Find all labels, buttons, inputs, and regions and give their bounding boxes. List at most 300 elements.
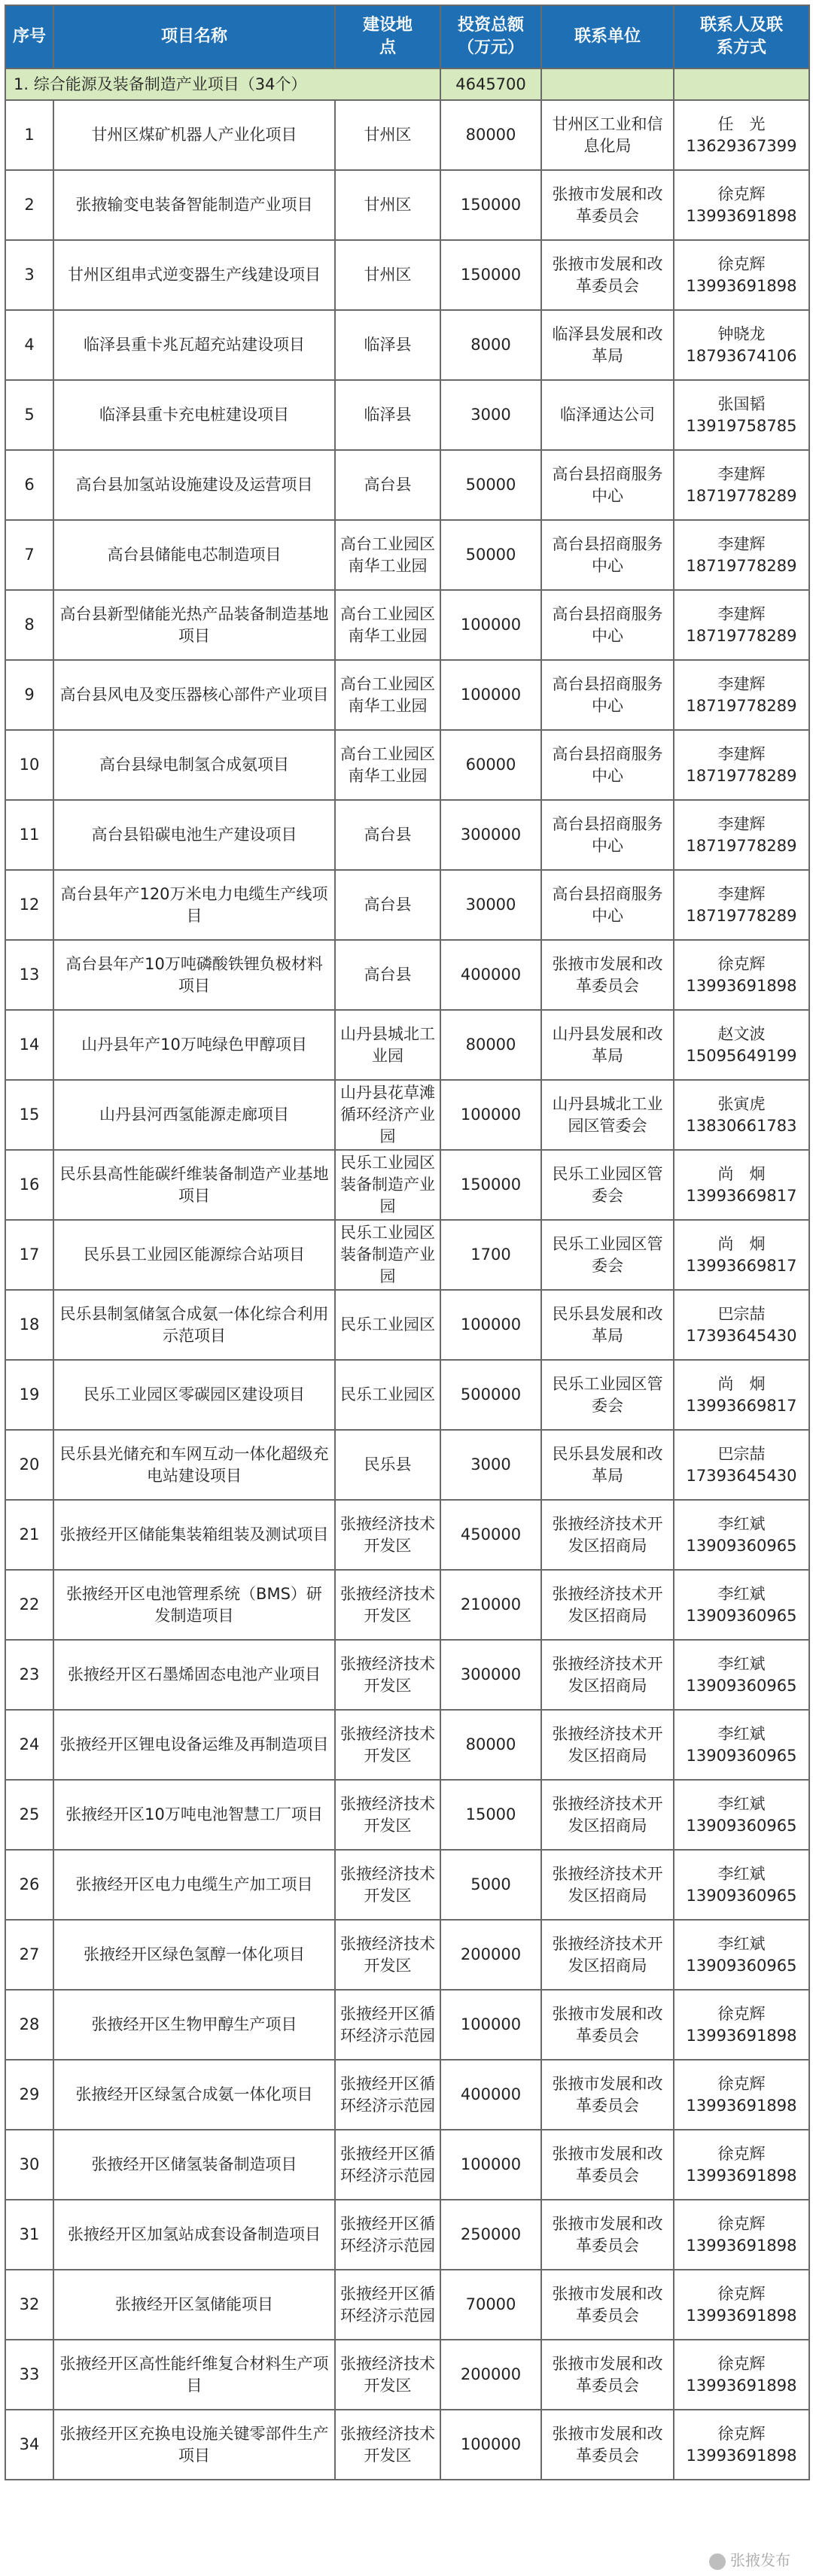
table-row	[5, 800, 809, 870]
contact-info	[674, 2130, 809, 2200]
row-no: 14	[5, 1010, 53, 1080]
contact-unit: 高台县招商服务中心	[541, 590, 674, 660]
contact-info	[674, 1290, 809, 1360]
contact-person: 李红斌	[717, 1794, 766, 1813]
contact-person: 尚 炯	[717, 1164, 766, 1183]
contact-unit: 高台县招商服务中心	[541, 450, 674, 520]
contact-info	[674, 310, 809, 380]
project-investment: 100000	[440, 2410, 541, 2480]
table-row	[5, 870, 809, 940]
project-investment: 60000	[440, 730, 541, 800]
contact-phone: 13909360965	[686, 1676, 797, 1695]
project-location: 张掖经开区循环经济示范园	[335, 1990, 440, 2060]
project-name: 民乐县工业园区能源综合站项目	[53, 1220, 335, 1290]
project-investment: 400000	[440, 940, 541, 1010]
contact-info	[674, 1920, 809, 1990]
project-investment: 150000	[440, 170, 541, 240]
row-no: 4	[5, 310, 53, 380]
contact-info	[674, 1220, 809, 1290]
contact-phone: 18719778289	[686, 626, 797, 645]
row-no: 33	[5, 2340, 53, 2410]
header-name: 项目名称	[53, 5, 335, 68]
contact-person: 钟晓龙	[717, 324, 766, 343]
contact-unit: 张掖经济技术开发区招商局	[541, 1920, 674, 1990]
contact-person: 徐克辉	[717, 2284, 766, 2303]
row-no: 5	[5, 380, 53, 450]
row-no: 2	[5, 170, 53, 240]
contact-unit: 张掖市发展和改革委员会	[541, 2340, 674, 2410]
project-location: 高台县	[335, 870, 440, 940]
contact-phone: 13993691898	[686, 2026, 797, 2045]
contact-info	[674, 1360, 809, 1430]
contact-info	[674, 1500, 809, 1570]
contact-info	[674, 1780, 809, 1850]
table-row	[5, 100, 809, 170]
project-name: 张掖经开区10万吨电池智慧工厂项目	[53, 1780, 335, 1850]
project-name: 高台县年产120万米电力电缆生产线项目	[53, 870, 335, 940]
project-location: 民乐县	[335, 1430, 440, 1500]
contact-phone: 13993691898	[686, 276, 797, 295]
project-name: 张掖经开区储能集装箱组装及测试项目	[53, 1500, 335, 1570]
row-no: 34	[5, 2410, 53, 2480]
row-no: 13	[5, 940, 53, 1010]
header-row	[5, 5, 809, 68]
contact-unit: 张掖市发展和改革委员会	[541, 2410, 674, 2480]
contact-phone: 13993691898	[686, 976, 797, 995]
project-investment: 3000	[440, 380, 541, 450]
contact-person: 李建辉	[717, 884, 766, 903]
contact-unit: 甘州区工业和信息化局	[541, 100, 674, 170]
contact-person: 徐克辉	[717, 254, 766, 273]
project-location: 张掖经济技术开发区	[335, 1710, 440, 1780]
project-investment: 100000	[440, 1080, 541, 1150]
contact-unit: 山丹县城北工业园区管委会	[541, 1080, 674, 1150]
projects-table	[5, 5, 810, 2480]
contact-phone: 13909360965	[686, 1606, 797, 1625]
contact-phone: 18719778289	[686, 556, 797, 575]
project-location: 民乐工业园区	[335, 1360, 440, 1430]
contact-info	[674, 2410, 809, 2480]
contact-info	[674, 2060, 809, 2130]
project-name: 张掖经开区绿色氢醇一体化项目	[53, 1920, 335, 1990]
table-row	[5, 1640, 809, 1710]
row-no: 27	[5, 1920, 53, 1990]
project-name: 临泽县重卡兆瓦超充站建设项目	[53, 310, 335, 380]
project-name: 高台县储能电芯制造项目	[53, 520, 335, 590]
contact-unit: 高台县招商服务中心	[541, 870, 674, 940]
contact-person: 徐克辉	[717, 954, 766, 973]
table-row	[5, 310, 809, 380]
table-row	[5, 730, 809, 800]
contact-unit: 高台县招商服务中心	[541, 660, 674, 730]
contact-phone: 13909360965	[686, 1816, 797, 1835]
project-investment: 8000	[440, 310, 541, 380]
row-no: 8	[5, 590, 53, 660]
project-location: 张掖经济技术开发区	[335, 1500, 440, 1570]
header-location: 建设地点	[335, 5, 440, 68]
contact-info	[674, 450, 809, 520]
contact-unit: 张掖市发展和改革委员会	[541, 170, 674, 240]
contact-phone: 17393645430	[686, 1326, 797, 1345]
contact-unit: 张掖市发展和改革委员会	[541, 940, 674, 1010]
contact-unit: 张掖经济技术开发区招商局	[541, 1710, 674, 1780]
row-no: 31	[5, 2200, 53, 2270]
project-location: 张掖经济技术开发区	[335, 1920, 440, 1990]
project-location: 甘州区	[335, 100, 440, 170]
project-location: 民乐工业园区	[335, 1290, 440, 1360]
contact-phone: 13993691898	[686, 206, 797, 225]
watermark-logo-icon	[709, 2553, 726, 2570]
project-investment: 3000	[440, 1430, 541, 1500]
table-row	[5, 450, 809, 520]
project-location: 山丹县城北工业园	[335, 1010, 440, 1080]
project-investment: 80000	[440, 1710, 541, 1780]
project-name: 张掖经开区氢储能项目	[53, 2270, 335, 2340]
contact-person: 徐克辉	[717, 2004, 766, 2023]
project-location: 张掖经济技术开发区	[335, 1570, 440, 1640]
project-investment: 100000	[440, 2130, 541, 2200]
contact-phone: 13909360965	[686, 1746, 797, 1765]
contact-person: 巴宗喆	[717, 1444, 766, 1463]
contact-unit: 临泽县发展和改革局	[541, 310, 674, 380]
contact-phone: 13993691898	[686, 2446, 797, 2465]
project-name: 张掖经开区储氢装备制造项目	[53, 2130, 335, 2200]
contact-info	[674, 1640, 809, 1710]
project-name: 民乐县制氢储氢合成氨一体化综合利用示范项目	[53, 1290, 335, 1360]
row-no: 7	[5, 520, 53, 590]
contact-phone: 13909360965	[686, 1886, 797, 1905]
contact-info	[674, 2340, 809, 2410]
table-row	[5, 1500, 809, 1570]
project-location: 张掖经开区循环经济示范园	[335, 2130, 440, 2200]
project-investment: 30000	[440, 870, 541, 940]
contact-person: 徐克辉	[717, 2214, 766, 2233]
table-row	[5, 2130, 809, 2200]
project-name: 张掖经开区高性能纤维复合材料生产项目	[53, 2340, 335, 2410]
project-name: 山丹县年产10万吨绿色甲醇项目	[53, 1010, 335, 1080]
project-name: 民乐县光储充和车网互动一体化超级充电站建设项目	[53, 1430, 335, 1500]
project-location: 高台县	[335, 450, 440, 520]
header-unit: 联系单位	[541, 5, 674, 68]
table-row	[5, 1920, 809, 1990]
row-no: 26	[5, 1850, 53, 1920]
contact-info	[674, 590, 809, 660]
table-row	[5, 1430, 809, 1500]
table-row	[5, 660, 809, 730]
project-name: 高台县绿电制氢合成氨项目	[53, 730, 335, 800]
project-investment: 1700	[440, 1220, 541, 1290]
project-location: 高台工业园区南华工业园	[335, 590, 440, 660]
contact-info	[674, 2270, 809, 2340]
table-row	[5, 590, 809, 660]
contact-info	[674, 1080, 809, 1150]
contact-phone: 13993691898	[686, 2096, 797, 2115]
contact-info	[674, 170, 809, 240]
project-investment: 50000	[440, 520, 541, 590]
project-location: 甘州区	[335, 240, 440, 310]
project-location: 高台工业园区南华工业园	[335, 730, 440, 800]
contact-person: 李建辉	[717, 604, 766, 623]
contact-unit: 张掖市发展和改革委员会	[541, 2270, 674, 2340]
project-location: 张掖经开区循环经济示范园	[335, 2270, 440, 2340]
contact-unit: 民乐县发展和改革局	[541, 1290, 674, 1360]
contact-person: 赵文波	[717, 1024, 766, 1043]
table-row	[5, 520, 809, 590]
row-no: 11	[5, 800, 53, 870]
project-investment: 100000	[440, 1990, 541, 2060]
project-location: 高台县	[335, 940, 440, 1010]
contact-unit: 民乐县发展和改革局	[541, 1430, 674, 1500]
project-investment: 200000	[440, 2340, 541, 2410]
contact-person: 徐克辉	[717, 184, 766, 203]
contact-info	[674, 800, 809, 870]
contact-info	[674, 100, 809, 170]
project-investment: 300000	[440, 800, 541, 870]
contact-info	[674, 1850, 809, 1920]
contact-unit: 民乐工业园区管委会	[541, 1220, 674, 1290]
project-name: 高台县年产10万吨磷酸铁锂负极材料项目	[53, 940, 335, 1010]
contact-unit: 张掖市发展和改革委员会	[541, 2130, 674, 2200]
contact-info	[674, 1990, 809, 2060]
contact-info	[674, 240, 809, 310]
row-no: 1	[5, 100, 53, 170]
watermark	[709, 2548, 790, 2570]
row-no: 29	[5, 2060, 53, 2130]
project-location: 山丹县花草滩循环经济产业园	[335, 1080, 440, 1150]
contact-phone: 18719778289	[686, 766, 797, 785]
contact-info	[674, 380, 809, 450]
table-row	[5, 1360, 809, 1430]
contact-person: 任 光	[717, 114, 766, 133]
contact-unit: 民乐工业园区管委会	[541, 1360, 674, 1430]
contact-phone: 18719778289	[686, 696, 797, 715]
project-name: 高台县铅碳电池生产建设项目	[53, 800, 335, 870]
contact-phone: 18719778289	[686, 486, 797, 505]
project-investment: 100000	[440, 1290, 541, 1360]
row-no: 6	[5, 450, 53, 520]
table-row	[5, 1710, 809, 1780]
row-no: 17	[5, 1220, 53, 1290]
contact-person: 李建辉	[717, 534, 766, 553]
table-row	[5, 1080, 809, 1150]
table-row	[5, 240, 809, 310]
section-empty-contact	[674, 68, 809, 100]
contact-info	[674, 520, 809, 590]
contact-unit: 张掖经济技术开发区招商局	[541, 1640, 674, 1710]
contact-info	[674, 1570, 809, 1640]
table-row	[5, 2340, 809, 2410]
contact-person: 李红斌	[717, 1864, 766, 1883]
contact-unit: 高台县招商服务中心	[541, 520, 674, 590]
contact-info	[674, 940, 809, 1010]
project-name: 张掖经开区充换电设施关键零部件生产项目	[53, 2410, 335, 2480]
contact-phone: 13919758785	[686, 416, 797, 435]
contact-person: 巴宗喆	[717, 1304, 766, 1323]
project-location: 临泽县	[335, 310, 440, 380]
section-title: 1. 综合能源及装备制造产业项目（34个）	[5, 68, 440, 100]
project-location: 张掖经开区循环经济示范园	[335, 2200, 440, 2270]
project-location: 甘州区	[335, 170, 440, 240]
table-row	[5, 1010, 809, 1080]
contact-unit: 山丹县发展和改革局	[541, 1010, 674, 1080]
project-investment: 200000	[440, 1920, 541, 1990]
project-location: 高台县	[335, 800, 440, 870]
contact-unit: 张掖经济技术开发区招商局	[541, 1570, 674, 1640]
contact-info	[674, 1150, 809, 1220]
project-investment: 80000	[440, 1010, 541, 1080]
project-investment: 500000	[440, 1360, 541, 1430]
contact-person: 尚 炯	[717, 1374, 766, 1393]
contact-unit: 张掖经济技术开发区招商局	[541, 1850, 674, 1920]
project-name: 高台县加氢站设施建设及运营项目	[53, 450, 335, 520]
contact-info	[674, 2200, 809, 2270]
table-row	[5, 1290, 809, 1360]
table-row	[5, 170, 809, 240]
header-no: 序号	[5, 5, 53, 68]
header-contact: 联系人及联系方式	[674, 5, 809, 68]
row-no: 18	[5, 1290, 53, 1360]
project-investment: 100000	[440, 660, 541, 730]
project-investment: 250000	[440, 2200, 541, 2270]
contact-phone: 13993669817	[686, 1396, 797, 1415]
row-no: 28	[5, 1990, 53, 2060]
table-row	[5, 1150, 809, 1220]
watermark-text: 张掖发布	[730, 2551, 790, 2569]
contact-person: 李建辉	[717, 744, 766, 763]
project-name: 民乐工业园区零碳园区建设项目	[53, 1360, 335, 1430]
table-row	[5, 940, 809, 1010]
contact-person: 李红斌	[717, 1934, 766, 1953]
row-no: 30	[5, 2130, 53, 2200]
row-no: 12	[5, 870, 53, 940]
project-investment: 300000	[440, 1640, 541, 1710]
contact-phone: 17393645430	[686, 1466, 797, 1485]
contact-unit: 高台县招商服务中心	[541, 730, 674, 800]
contact-phone: 13909360965	[686, 1956, 797, 1975]
contact-phone: 13993669817	[686, 1186, 797, 1205]
project-location: 张掖经济技术开发区	[335, 2340, 440, 2410]
row-no: 21	[5, 1500, 53, 1570]
project-location: 张掖经济技术开发区	[335, 1850, 440, 1920]
project-name: 民乐县高性能碳纤维装备制造产业基地项目	[53, 1150, 335, 1220]
project-location: 民乐工业园区装备制造产业园	[335, 1150, 440, 1220]
contact-phone: 13993691898	[686, 2306, 797, 2325]
contact-phone: 13909360965	[686, 1536, 797, 1555]
project-name: 甘州区煤矿机器人产业化项目	[53, 100, 335, 170]
contact-phone: 13993691898	[686, 2236, 797, 2255]
contact-phone: 18719778289	[686, 906, 797, 925]
contact-phone: 13830661783	[686, 1116, 797, 1135]
project-name: 张掖经开区电力电缆生产加工项目	[53, 1850, 335, 1920]
table-row	[5, 380, 809, 450]
contact-unit: 张掖经济技术开发区招商局	[541, 1500, 674, 1570]
table-row	[5, 1220, 809, 1290]
table-row	[5, 2270, 809, 2340]
project-location: 张掖经济技术开发区	[335, 2410, 440, 2480]
project-name: 张掖经开区加氢站成套设备制造项目	[53, 2200, 335, 2270]
project-investment: 5000	[440, 1850, 541, 1920]
contact-person: 徐克辉	[717, 2144, 766, 2163]
section-total: 4645700	[440, 68, 541, 100]
table-row	[5, 2200, 809, 2270]
project-investment: 210000	[440, 1570, 541, 1640]
section-empty-unit	[541, 68, 674, 100]
contact-person: 李红斌	[717, 1584, 766, 1603]
contact-phone: 13629367399	[686, 136, 797, 155]
table-row	[5, 2410, 809, 2480]
row-no: 3	[5, 240, 53, 310]
row-no: 9	[5, 660, 53, 730]
project-location: 临泽县	[335, 380, 440, 450]
contact-person: 张国韬	[717, 394, 766, 413]
project-location: 张掖经开区循环经济示范园	[335, 2060, 440, 2130]
project-investment: 150000	[440, 1150, 541, 1220]
contact-info	[674, 1010, 809, 1080]
contact-phone: 13993691898	[686, 2166, 797, 2185]
contact-person: 李红斌	[717, 1654, 766, 1673]
project-name: 高台县风电及变压器核心部件产业项目	[53, 660, 335, 730]
table-row	[5, 1850, 809, 1920]
contact-person: 李建辉	[717, 464, 766, 483]
table-row	[5, 2060, 809, 2130]
contact-person: 徐克辉	[717, 2354, 766, 2373]
contact-phone: 13993669817	[686, 1256, 797, 1275]
contact-person: 李建辉	[717, 674, 766, 693]
table-row	[5, 1780, 809, 1850]
contact-unit: 张掖市发展和改革委员会	[541, 240, 674, 310]
table-row	[5, 1570, 809, 1640]
project-name: 张掖经开区生物甲醇生产项目	[53, 1990, 335, 2060]
row-no: 24	[5, 1710, 53, 1780]
table-row	[5, 1990, 809, 2060]
contact-person: 李建辉	[717, 814, 766, 833]
contact-person: 徐克辉	[717, 2424, 766, 2443]
contact-person: 尚 炯	[717, 1234, 766, 1253]
project-name: 山丹县河西氢能源走廊项目	[53, 1080, 335, 1150]
contact-phone: 15095649199	[686, 1046, 797, 1065]
project-location: 高台工业园区南华工业园	[335, 520, 440, 590]
row-no: 10	[5, 730, 53, 800]
project-location: 高台工业园区南华工业园	[335, 660, 440, 730]
header-investment: 投资总额（万元）	[440, 5, 541, 68]
row-no: 20	[5, 1430, 53, 1500]
row-no: 32	[5, 2270, 53, 2340]
project-name: 高台县新型储能光热产品装备制造基地项目	[53, 590, 335, 660]
row-no: 25	[5, 1780, 53, 1850]
contact-unit: 临泽通达公司	[541, 380, 674, 450]
row-no: 15	[5, 1080, 53, 1150]
contact-unit: 张掖市发展和改革委员会	[541, 2060, 674, 2130]
project-name: 甘州区组串式逆变器生产线建设项目	[53, 240, 335, 310]
contact-person: 李红斌	[717, 1724, 766, 1743]
project-name: 张掖经开区电池管理系统（BMS）研发制造项目	[53, 1570, 335, 1640]
contact-info	[674, 1710, 809, 1780]
row-no: 19	[5, 1360, 53, 1430]
project-investment: 70000	[440, 2270, 541, 2340]
project-location: 张掖经济技术开发区	[335, 1640, 440, 1710]
row-no: 23	[5, 1640, 53, 1710]
project-investment: 150000	[440, 240, 541, 310]
contact-unit: 民乐工业园区管委会	[541, 1150, 674, 1220]
section-row	[5, 68, 809, 100]
project-investment: 450000	[440, 1500, 541, 1570]
project-name: 张掖经开区锂电设备运维及再制造项目	[53, 1710, 335, 1780]
project-name: 临泽县重卡充电桩建设项目	[53, 380, 335, 450]
contact-info	[674, 660, 809, 730]
contact-person: 张寅虎	[717, 1094, 766, 1113]
project-investment: 80000	[440, 100, 541, 170]
project-name: 张掖经开区绿氢合成氨一体化项目	[53, 2060, 335, 2130]
